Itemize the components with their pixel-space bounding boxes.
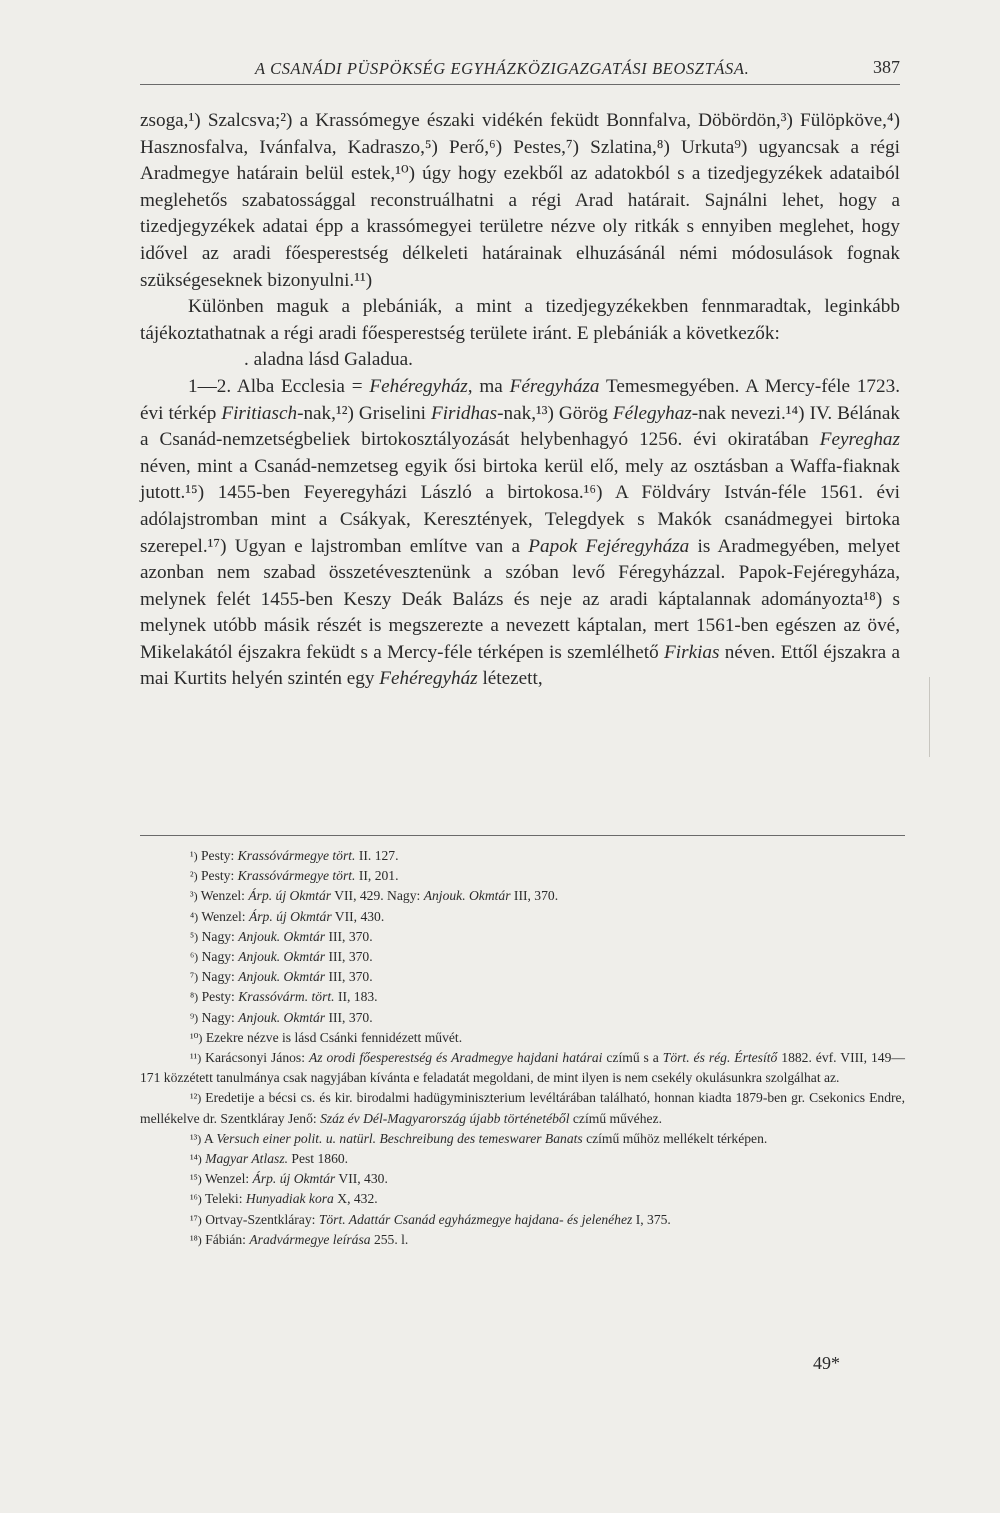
header-rule — [140, 84, 900, 85]
body-text — [140, 108, 900, 693]
footnote-text: 255. l. — [370, 1231, 409, 1247]
footnote-text: Nagy: — [201, 949, 239, 965]
footnote-title: Az orodi főesperestség és Aradmegye hajdani határai — [308, 1050, 603, 1066]
entry-text: -nak,¹²) Griselini — [297, 402, 431, 424]
entry-text: Temesmegyében. A Mercy-féle 1723. évi térkép — [140, 375, 900, 424]
footnote-marker: ¹²) — [190, 1091, 202, 1106]
paragraph: Különben maguk a plebániák, a mint a tizedjegyzékekben fennmaradtak, leginkább tájékoztathatnak a régi aradi főesperestség területe iránt. E plebániák a következők: — [140, 296, 900, 344]
margin-mark — [929, 677, 931, 757]
footnote — [140, 1210, 905, 1230]
entry-text: -nak,¹³) Görög — [497, 402, 613, 424]
place-name: Firitiasch — [221, 402, 298, 424]
footnote — [140, 1149, 905, 1169]
footnote-title: Krassóvármegye tört. — [237, 848, 356, 863]
footnote-marker: ⁵) — [190, 929, 199, 944]
footnote-marker: ¹⁸) — [190, 1232, 202, 1247]
footnote-title: Árp. új Okmtár — [248, 888, 332, 904]
footnote-title: Magyar Atlasz. — [205, 1151, 289, 1167]
footnote-text: 1882. évf. VIII, 149—171 közzétett tanulmánya csak nagyjában kívánta e feladatát megoldani, de mint ilyen is nem csekély okulásunkra szolgálhat az. — [140, 1050, 905, 1086]
footnote-text: Nagy: — [201, 928, 239, 944]
footnote-text: Eredetije a bécsi cs. és kir. birodalmi hadügyminiszterium levéltárában található, honnan kiadta 1879-ben gr. Csekonics Endre, mellékelve dr. Szentkláray Jenő: — [140, 1090, 905, 1126]
footnote — [140, 907, 905, 927]
footnote-text: VII, 430. — [335, 1171, 388, 1187]
footnote-text: czímű művéhez. — [569, 1110, 662, 1126]
footnote — [140, 927, 905, 947]
footnote-text: Wenzel: — [200, 888, 249, 904]
footnote — [140, 1008, 905, 1028]
footnote-text: VII, 430. — [331, 908, 385, 924]
footnote-marker: ³) — [190, 889, 198, 904]
footnote-title: Anjouk. Okmtár — [238, 928, 326, 944]
place-name: Fehéregyház — [369, 375, 468, 397]
running-head — [140, 57, 900, 87]
entry-text: -nak nevezi.¹⁴) IV. Bélának a Csanád-nemzetségbeliek birtokosztályozását helybenhagyó 1256. évi okiratában — [140, 402, 900, 451]
footnote-marker: ¹⁵) — [190, 1172, 202, 1187]
footnote-title: Árp. új Okmtár — [252, 1171, 336, 1187]
footnote-text: III, 370. — [325, 969, 373, 985]
entry-text: 1—2. Alba Ecclesia = — [188, 375, 370, 397]
footnote-title: Anjouk. Okmtár — [238, 949, 326, 965]
footnote-marker: ¹³) — [190, 1131, 202, 1146]
footnote-text: Pest 1860. — [288, 1151, 349, 1167]
footnote — [140, 846, 905, 866]
footnote-text: A — [203, 1130, 217, 1146]
footnote-title: Árp. új Okmtár — [248, 908, 332, 924]
footnote — [140, 1169, 905, 1189]
footnote — [140, 1028, 905, 1048]
place-name: Papok Fejéregyháza — [528, 535, 690, 557]
place-name: Fehéregyház — [379, 668, 478, 690]
place-name: Féregyháza — [509, 375, 600, 397]
paragraph: zsoga,¹) Szalcsva;²) a Krassómegye északi vidékén feküdt Bonnfalva, Döbördön,³) Fülöpköve,⁴) Hasznosfalva, Ivánfalva, Kadraszo,⁵) Perő,⁶) Pestes,⁷) Szlatina,⁸) Urkuta⁹) ugyancsak a régi Aradmegye határain belül estek,¹⁰) úgy hogy ezekből az adatokból s a tizedjegyzékek adataiból meglehetős szabatossággal reconstruálhatni a régi Arad határait. Sajnálni lehet, hogy a tizedjegyzékek adatai épp a krassómegyei területre nézve oly ritkák s ennyiben meglehet, hogy idővel az aradi főesperestség délkeleti határainak elhuzásánál némi módosulások fognak szükségeseknek bizonyulni.¹¹) — [140, 110, 900, 291]
footnote-rule — [140, 835, 905, 836]
footnote-marker: ⁷) — [190, 970, 199, 985]
footnote-marker: ¹⁴) — [190, 1152, 202, 1167]
paragraph: . aladna lásd Galadua. — [244, 349, 413, 371]
footnote-text: I, 375. — [632, 1211, 671, 1227]
footnote-text: VII, 429. Nagy: — [331, 888, 424, 904]
footnote — [140, 1129, 905, 1149]
entry-paragraph — [140, 374, 900, 693]
footnote — [140, 866, 905, 886]
footnote-text: III, 370. — [510, 888, 559, 904]
footnote-marker: ¹) — [190, 849, 198, 863]
footnote-marker: ⁶) — [190, 950, 199, 965]
footnote-text: Fábián: — [205, 1231, 250, 1247]
footnote — [140, 1088, 905, 1128]
footnote-title: Krassóvármegye tört. — [237, 868, 356, 884]
footnote-marker: ⁴) — [190, 909, 199, 924]
footnote-text: II. 127. — [355, 848, 399, 863]
footnote — [140, 987, 905, 1007]
footnote — [140, 1048, 905, 1088]
footnote-text: X, 432. — [333, 1191, 378, 1207]
entry-text: néven, mint a Csanád-nemzetseg egyik ősi birtoka kerül elő, mely az osztásban a Waffa-fiaknak jutott.¹⁵) 1455-ben Feyeregyházi László a birtokosa.¹⁶) A Földváry István-féle 1561. évi adólajstromban mint a Csákyak, Keresztények, Telegdyek s Makók csanádmegyei birtoka szerepel.¹⁷) Ugyan e lajstromban említve van a — [140, 455, 900, 557]
footnote-text: Nagy: — [201, 1009, 239, 1025]
footnote-title: Anjouk. Okmtár — [238, 969, 326, 985]
footnote-title: Anjouk. Okmtár — [423, 888, 511, 904]
footnote — [140, 1230, 905, 1250]
footnote-text: Teleki: — [204, 1191, 246, 1207]
footnote — [140, 886, 905, 906]
entry-text: , ma — [467, 375, 510, 397]
footnote-title: Hunyadiak kora — [245, 1191, 334, 1207]
footnote — [140, 967, 905, 987]
footnote-text: Wenzel: — [201, 908, 249, 924]
place-name: Feyreghaz — [819, 429, 900, 451]
footnote-marker: ⁹) — [190, 1010, 199, 1025]
footnote-marker: ²) — [190, 869, 198, 884]
footnote-title: Tört. Adattár Csanád egyházmegye hajdana- és jelenéhez — [318, 1211, 633, 1227]
entry-text: létezett, — [477, 668, 543, 690]
footnote-text: Pesty: — [201, 868, 238, 884]
footnote-marker: ¹⁶) — [190, 1192, 202, 1207]
footnote-text: Wenzel: — [204, 1171, 253, 1187]
entry-text: néven. Ettől éjszakra a mai Kurtits helyén szintén egy — [140, 641, 900, 690]
footnote-marker: ⁸) — [190, 990, 199, 1005]
signature-mark: 49* — [813, 1353, 840, 1373]
footnote-text: II, 201. — [355, 868, 399, 884]
footnote-text: Karácsonyi János: — [205, 1050, 309, 1066]
page-number: 387 — [873, 57, 900, 77]
footnote-text: Nagy: — [201, 969, 239, 985]
footnote-text: czímű műhöz mellékelt térképen. — [582, 1130, 768, 1146]
footnote-text: II, 183. — [334, 989, 378, 1005]
footnote-text: Ortvay-Szentkláray: — [205, 1211, 319, 1227]
place-name: Firkias — [664, 641, 720, 663]
footnote-marker: ¹¹) — [190, 1051, 202, 1066]
footnote-text: Pesty: — [201, 848, 238, 863]
footnote-text: III, 370. — [325, 1009, 373, 1025]
footnote-title: Versuch einer polit. u. natürl. Beschreibung des temeswarer Banats — [216, 1130, 583, 1146]
place-name: Firidhas — [431, 402, 498, 424]
footnote-text: czímű s a — [602, 1050, 663, 1066]
footnote-marker: ¹⁰) — [190, 1030, 203, 1045]
footnote-text: III, 370. — [325, 928, 373, 944]
footnote-title: Tört. és rég. Értesítő — [662, 1050, 778, 1066]
footnote-text: Ezekre nézve is lásd Csánki fennidézett művét. — [205, 1029, 463, 1045]
footnotes — [140, 846, 905, 1250]
footnote-marker: ¹⁷) — [190, 1212, 202, 1227]
footnote-title: Aradvármegye leírása — [249, 1231, 371, 1247]
running-title: A CSANÁDI PÜSPÖKSÉG EGYHÁZKÖZIGAZGATÁSI BEOSZTÁSA. — [255, 59, 750, 78]
entry-text: is Aradmegyében, melyet azonban nem szabad összetévesztenünk a szóban levő Féregyházzal. Papok-Fejéregyháza, melynek felét 1455-ben Keszy Deák Balázs és neje az aradi káptalannak adományozta¹⁸) s melynek utóbb másik részét is megszerezte a nevezett káptalan, mert 1561-ben egészen az övé, Mikelakától éjszakra feküdt s a Mercy-féle térképen is szemlélhető — [140, 535, 900, 663]
footnote-title: Száz év Dél-Magyarország újabb történetéből — [320, 1110, 570, 1126]
footnote-text: III, 370. — [325, 949, 373, 965]
footnote-text: Pesty: — [201, 989, 239, 1005]
footnote — [140, 1189, 905, 1209]
footnote-title: Anjouk. Okmtár — [238, 1009, 326, 1025]
place-name: Félegyhaz — [612, 402, 692, 424]
footnote-title: Krassóvárm. tört. — [238, 989, 335, 1005]
footnote — [140, 947, 905, 967]
